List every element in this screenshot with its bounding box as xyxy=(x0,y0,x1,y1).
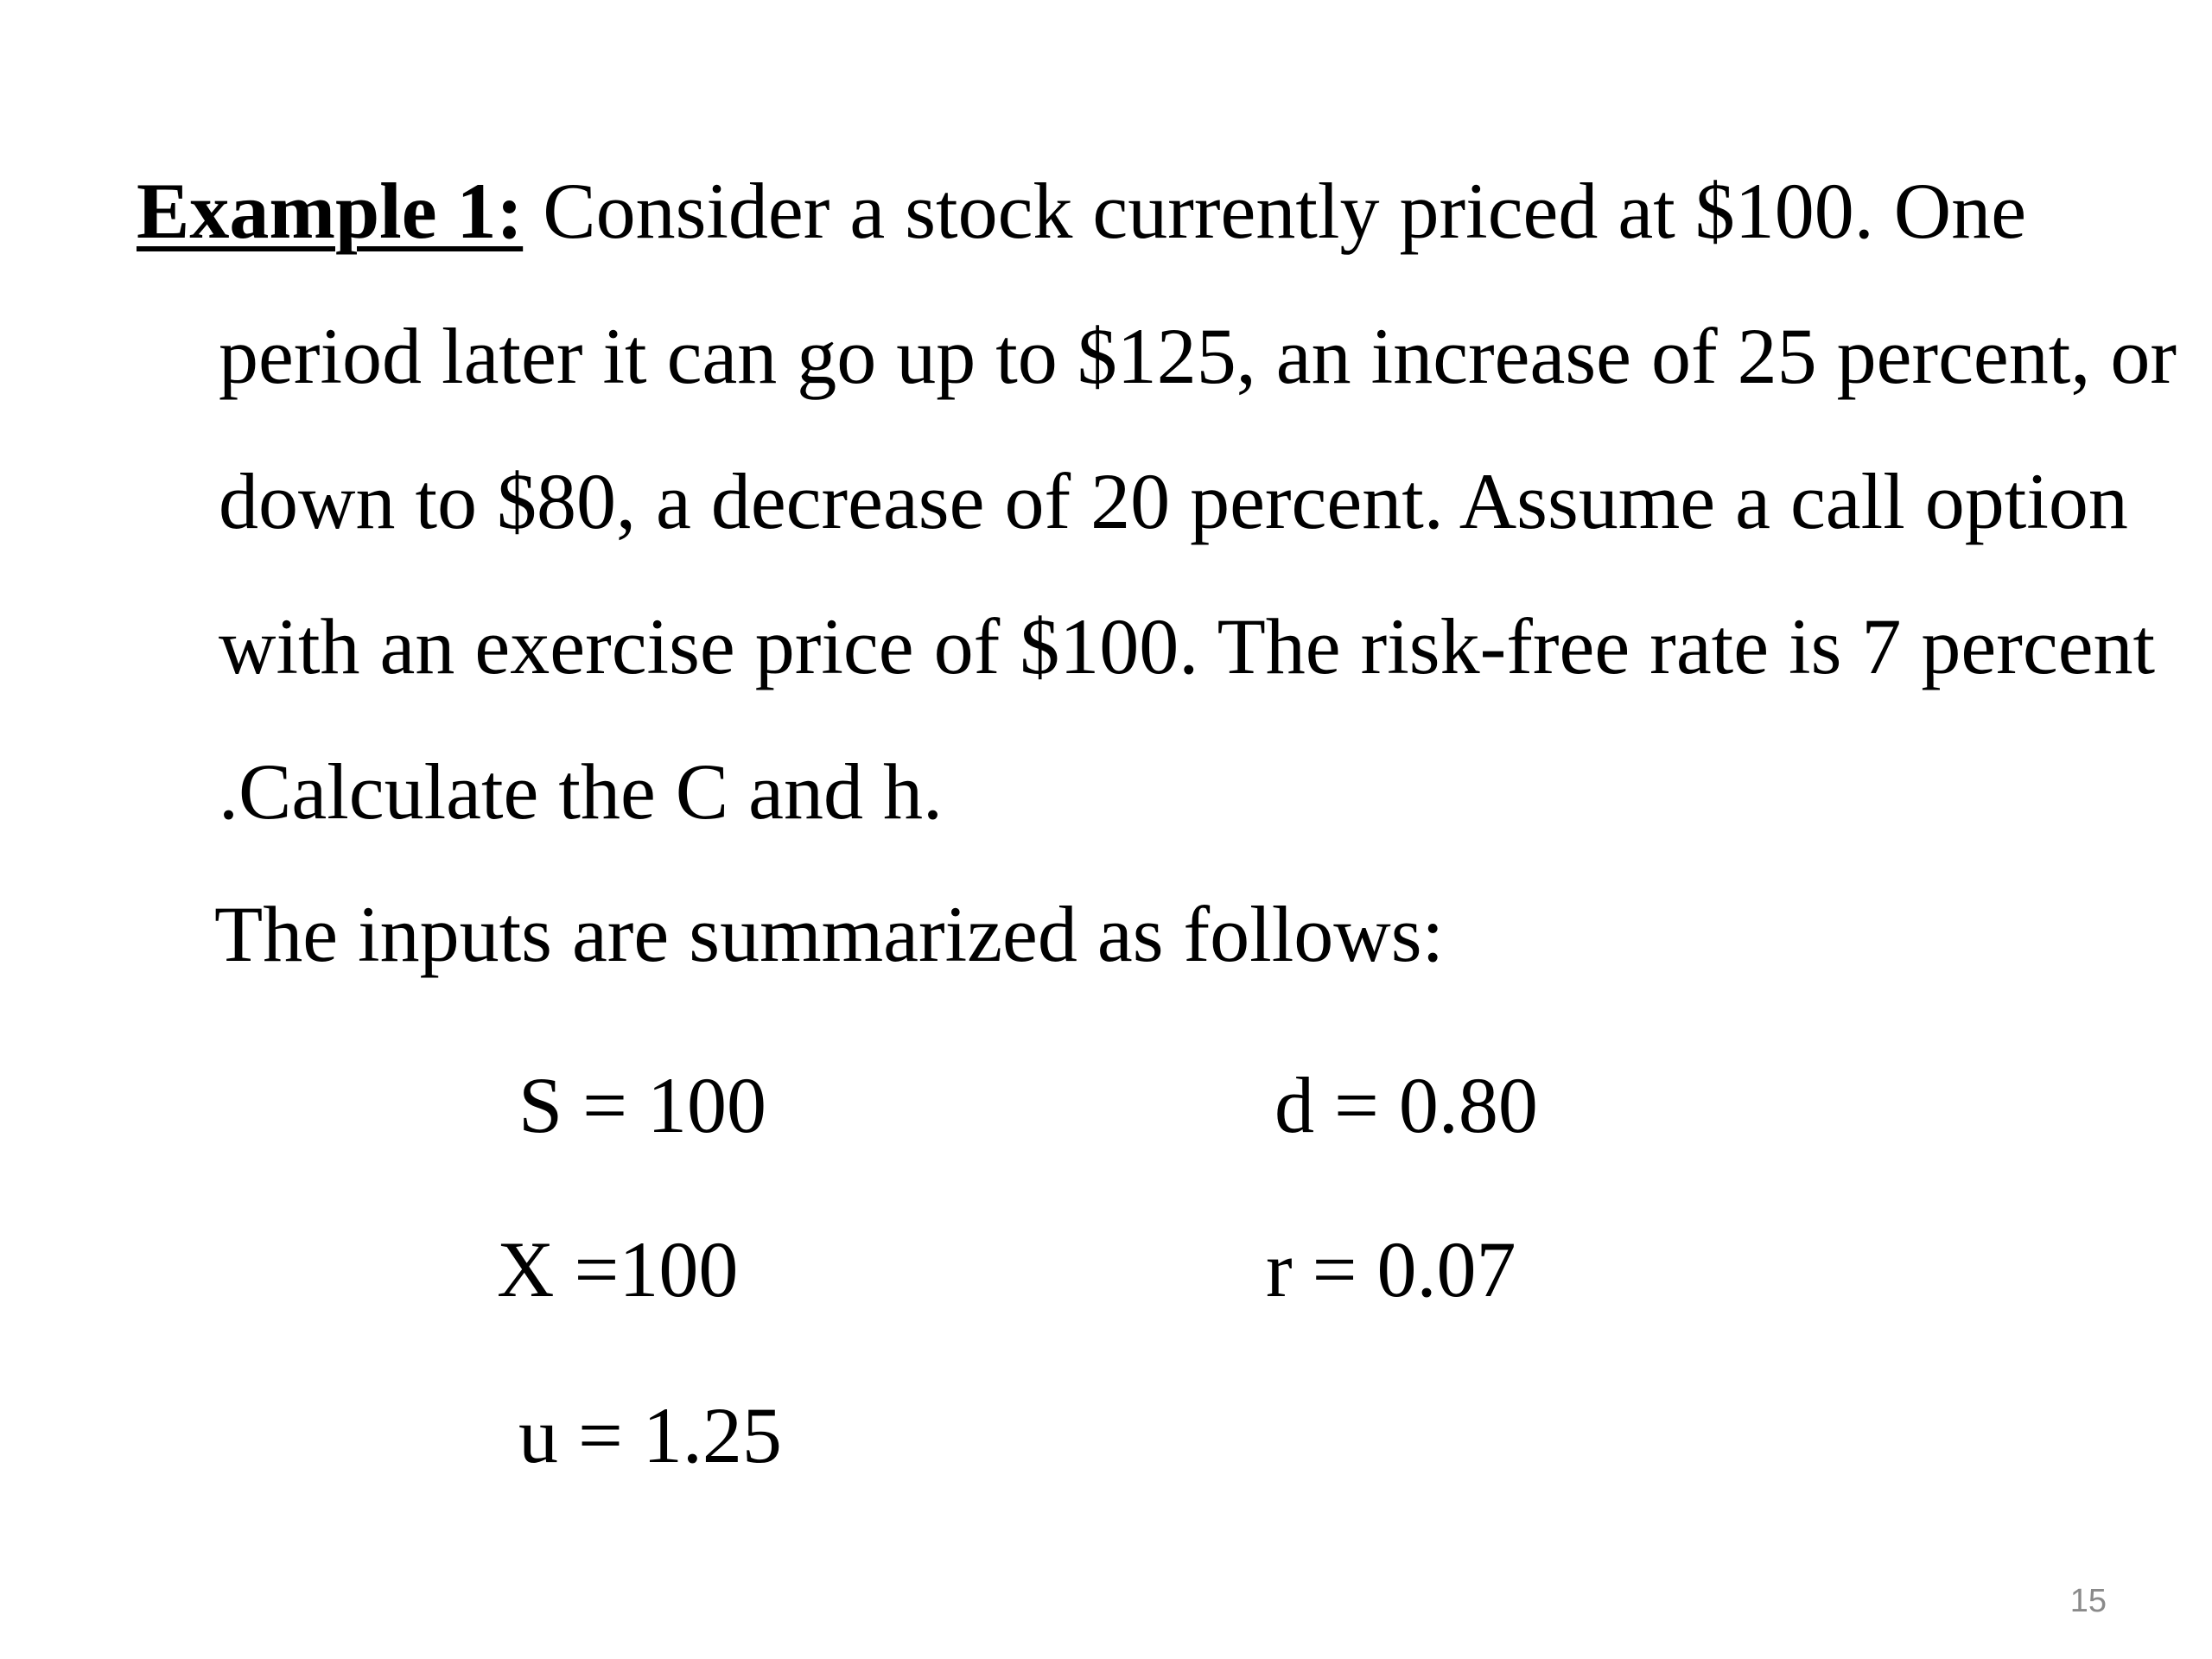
input-x: X =100 xyxy=(497,1225,739,1313)
example-label: Example 1: xyxy=(137,167,524,255)
summary-line: The inputs are summarized as follows: xyxy=(214,890,1445,978)
input-s: S = 100 xyxy=(518,1061,767,1149)
input-u: u = 1.25 xyxy=(518,1391,782,1479)
example-text: Consider a stock currently priced at $100. One period later it can go up to $125, an increase of 25 percent, or down to $80, a decrease of 20 percent. Assume a call option with an exercise price of $100. The risk-free rate is 7 percent .Calculate the C and h. xyxy=(219,167,2177,836)
page-number: 15 xyxy=(2069,1583,2107,1619)
input-r: r = 0.07 xyxy=(1266,1225,1516,1313)
input-d: d = 0.80 xyxy=(1274,1061,1538,1149)
example-paragraph xyxy=(137,138,2206,864)
